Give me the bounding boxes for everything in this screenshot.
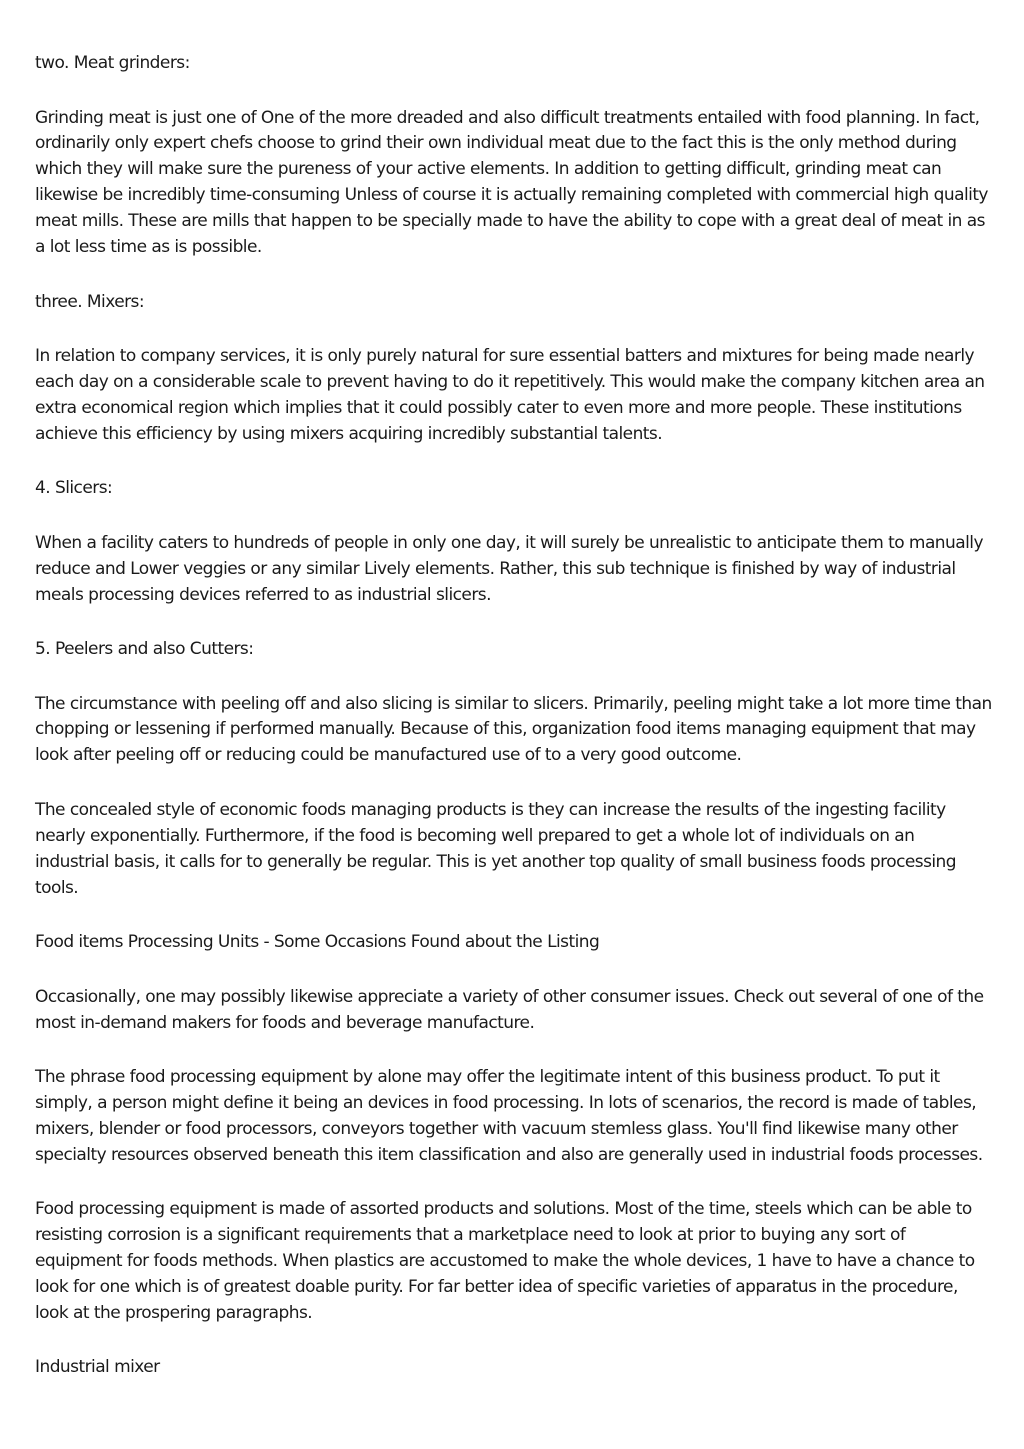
paragraph-mixers: In relation to company services, it is only purely natural for sure essential batters and mixtures for being made nearly each day on a considerable scale to prevent having to do it repetitively. This would make the company kitchen area an extra economical region which implies that it could possibly cater to even more and more people. These institutions achieve this efficiency by using mixers acquiring incredibly substantial talents. [35,346,985,444]
heading-meat-grinders: two. Meat grinders: [35,53,190,73]
paragraph-meat-grinders: Grinding meat is just one of One of the more dreaded and also difficult treatments entailed with food planning. In fact, ordinarily only expert chefs choose to grind their own individual meat due to the fact this is the only method during which they will make sure the pureness of your active elements. In addition to getting difficult, grinding meat can likewise be incredibly time-consuming Unless of course it is actually remaining completed with commercial high quality meat mills. These are mills that happen to be specially made to have the ability to cope with a great deal of meat in as a lot less time as is possible. [35,107,988,258]
document-body [35,51,992,1410]
paragraph-peelers-cutters: The circumstance with peeling off and also slicing is similar to slicers. Primarily, peeling might take a lot more time than chopping or lessening if performed manually. Because of this, organization food items managing equipment that may look after peeling off or reducing could be manufactured use of to a very good outcome. [35,693,992,766]
heading-peelers-cutters: 5. Peelers and also Cutters: [35,639,254,660]
paragraph-phrase-definition: The phrase food processing equipment by alone may offer the legitimate intent of this business product. To put it simply, a person might define it being an devices in food processing. In lots of scenarios, the record is made of tables, mixers, blender or food processors, conveyors together with vacuum stemless glass. You'll find likewise many other specialty resources observed beneath this item classification and also are generally used in industrial foods processes. [35,1067,983,1165]
heading-mixers: three. Mixers: [35,291,145,312]
heading-processing-units: Food items Processing Units - Some Occasions Found about the Listing [35,932,600,953]
heading-slicers: 4. Slicers: [35,478,113,499]
paragraph-slicers: When a facility caters to hundreds of people in only one day, it will surely be unrealistic to anticipate them to manually reduce and Lower veggies or any similar Lively elements. Rather, this sub technique is finished by way of industrial meals processing devices referred to as industrial slicers. [35,532,983,605]
paragraph-materials: Food processing equipment is made of assorted products and solutions. Most of the time, steels which can be able to resisting corrosion is a significant requirements that a marketplace need to look at prior to buying any sort of equipment for foods methods. When plastics are accustomed to make the whole devices, 1 have to have a chance to look for one which is of greatest doable purity. For far better idea of specific varieties of apparatus in the procedure, look at the prospering paragraphs. [35,1199,975,1323]
paragraph-concealed-style: The concealed style of economic foods managing products is they can increase the results of the ingesting facility nearly exponentially. Furthermore, if the food is becoming well prepared to get a whole lot of individuals on an industrial basis, it calls for to generally be regular. This is yet another top quality of small business foods processing tools. [35,799,957,898]
heading-industrial-mixer: Industrial mixer [35,1357,160,1378]
paragraph-consumer-issues: Occasionally, one may possibly likewise appreciate a variety of other consumer issues. Check out several of one of the most in-demand makers for foods and beverage manufacture. [35,986,984,1033]
